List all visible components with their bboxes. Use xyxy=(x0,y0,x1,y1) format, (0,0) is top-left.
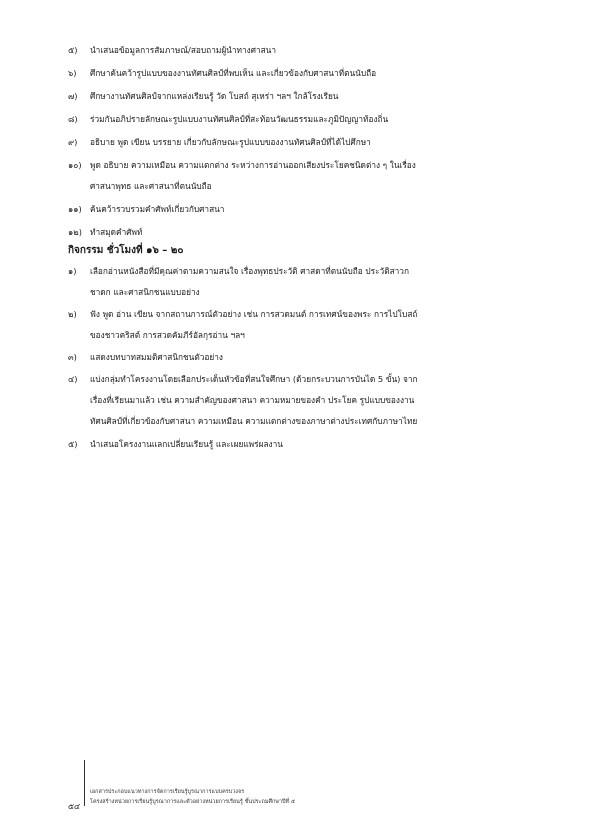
list-item xyxy=(68,266,538,309)
item-text-continued: เรื่องที่เรียนมาแล้ว เช่น ความสำคัญของศาสนา ความหมายของคำ ประโยค รูปแบบของงาน xyxy=(90,395,415,405)
item-number: ๗) xyxy=(68,91,78,101)
activity-heading: กิจกรรม ชั่วโมงที่ ๑๖ – ๒๐ xyxy=(68,245,184,256)
item-text: แบ่งกลุ่มทำโครงงานโดยเลือกประเด็นหัวข้อที่สนใจศึกษา (ด้วยกระบวนการบันได 5 ขั้น) จาก xyxy=(90,374,418,384)
page-footer xyxy=(0,758,595,818)
item-text: ฟัง พูด อ่าน เขียน จากสถานการณ์ตัวอย่าง เช่น การสวดมนต์ การเทศน์ของพระ การไปโบสถ์ xyxy=(90,309,418,319)
item-text: นำเสนอโครงงานแลกเปลี่ยนเรียนรู้ และเผยแพร่ผลงาน xyxy=(90,439,283,449)
list-item xyxy=(68,91,538,114)
item-text: อธิบาย พูด เขียน บรรยาย เกี่ยวกับลักษณะรูปแบบของงานทัศนศิลป์ที่ได้ไปศึกษา xyxy=(90,137,371,147)
list-item xyxy=(68,352,538,374)
list-item xyxy=(68,204,538,227)
item-text: ร่วมกันอภิปรายลักษณะรูปแบบงานทัศนศิลป์ที่สะท้อนวัฒนธรรมและภูมิปัญญาท้องถิ่น xyxy=(90,114,389,124)
item-text: ทำสมุดคำศัพท์ xyxy=(90,227,143,237)
item-text: พูด อธิบาย ความเหมือน ความแตกต่าง ระหว่างการอ่านออกเสียงประโยคชนิดต่าง ๆ ในเรื่อง xyxy=(90,160,416,170)
list-item xyxy=(68,137,538,160)
item-text: นำเสนอข้อมูลการสัมภาษณ์/สอบถามผู้นำทางศาสนา xyxy=(90,45,277,55)
item-number: ๑) xyxy=(68,266,77,276)
item-text: เลือกอ่านหนังสือที่มีคุณค่าตามความสนใจ เรื่องพุทธประวัติ ศาสดาที่ตนนับถือ ประวัติสาวก xyxy=(90,266,409,276)
item-number: ๔) xyxy=(68,374,78,384)
activity-list xyxy=(68,266,538,461)
list-item xyxy=(68,309,538,352)
item-text: ค้นคว้ารวบรวมคำศัพท์เกี่ยวกับศาสนา xyxy=(90,204,225,214)
item-number: ๑๑) xyxy=(68,204,82,214)
item-text-continued: ทัศนศิลป์ที่เกี่ยวข้องกับศาสนา ความเหมือน ความแตกต่างของภาษาต่างประเทศกับภาษาไทย xyxy=(90,416,418,426)
list-item xyxy=(68,68,538,91)
item-number: ๖) xyxy=(68,68,77,78)
item-number: ๕) xyxy=(68,439,78,449)
footer-divider xyxy=(84,760,85,806)
page-number: ๕๔ xyxy=(68,802,81,811)
item-text: แสดงบทบาทสมมติศาสนิกชนตัวอย่าง xyxy=(90,352,223,362)
list-item xyxy=(68,160,538,204)
list-item xyxy=(68,45,538,68)
item-text-continued: ศาสนาพุทธ และศาสนาที่ตนนับถือ xyxy=(90,181,212,191)
item-text-continued: ชาดก และศาสนิกชนแบบอย่าง xyxy=(90,287,200,297)
item-text: ศึกษางานทัศนศิลป์จากแหล่งเรียนรู้ วัด โบสถ์ สุเหร่า ฯลฯ ใกล้โรงเรียน xyxy=(90,91,339,101)
item-number: ๒) xyxy=(68,309,77,319)
item-number: ๑๒) xyxy=(68,227,82,237)
item-text: ศึกษาค้นคว้ารูปแบบของงานทัศนศิลป์ที่พบเห็น และเกี่ยวข้องกับศาสนาที่ตนนับถือ xyxy=(90,68,377,78)
item-number: ๓) xyxy=(68,352,77,362)
activity-list-continued xyxy=(68,45,538,250)
footer-line-2: โครงสร้างหน่วยการเรียนรู้บูรณาการและตัวอย่างหน่วยการเรียนรู้ ชั้นประถมศึกษาปีที่ ๕ xyxy=(90,799,296,805)
item-text-continued: ของชาวคริสต์ การสวดคัมภีร์อัลกุรอ่าน ฯลฯ xyxy=(90,330,245,340)
item-number: ๘) xyxy=(68,114,78,124)
list-item xyxy=(68,439,538,461)
footer-line-1: เอกสารประกอบแนวทางการจัดการเรียนรู้บูรณาการแบบครบวงจร xyxy=(90,789,245,795)
item-number: ๕) xyxy=(68,45,78,55)
list-item xyxy=(68,374,538,439)
list-item xyxy=(68,114,538,137)
item-number: ๙) xyxy=(68,137,78,147)
item-number: ๑๐) xyxy=(68,160,82,170)
